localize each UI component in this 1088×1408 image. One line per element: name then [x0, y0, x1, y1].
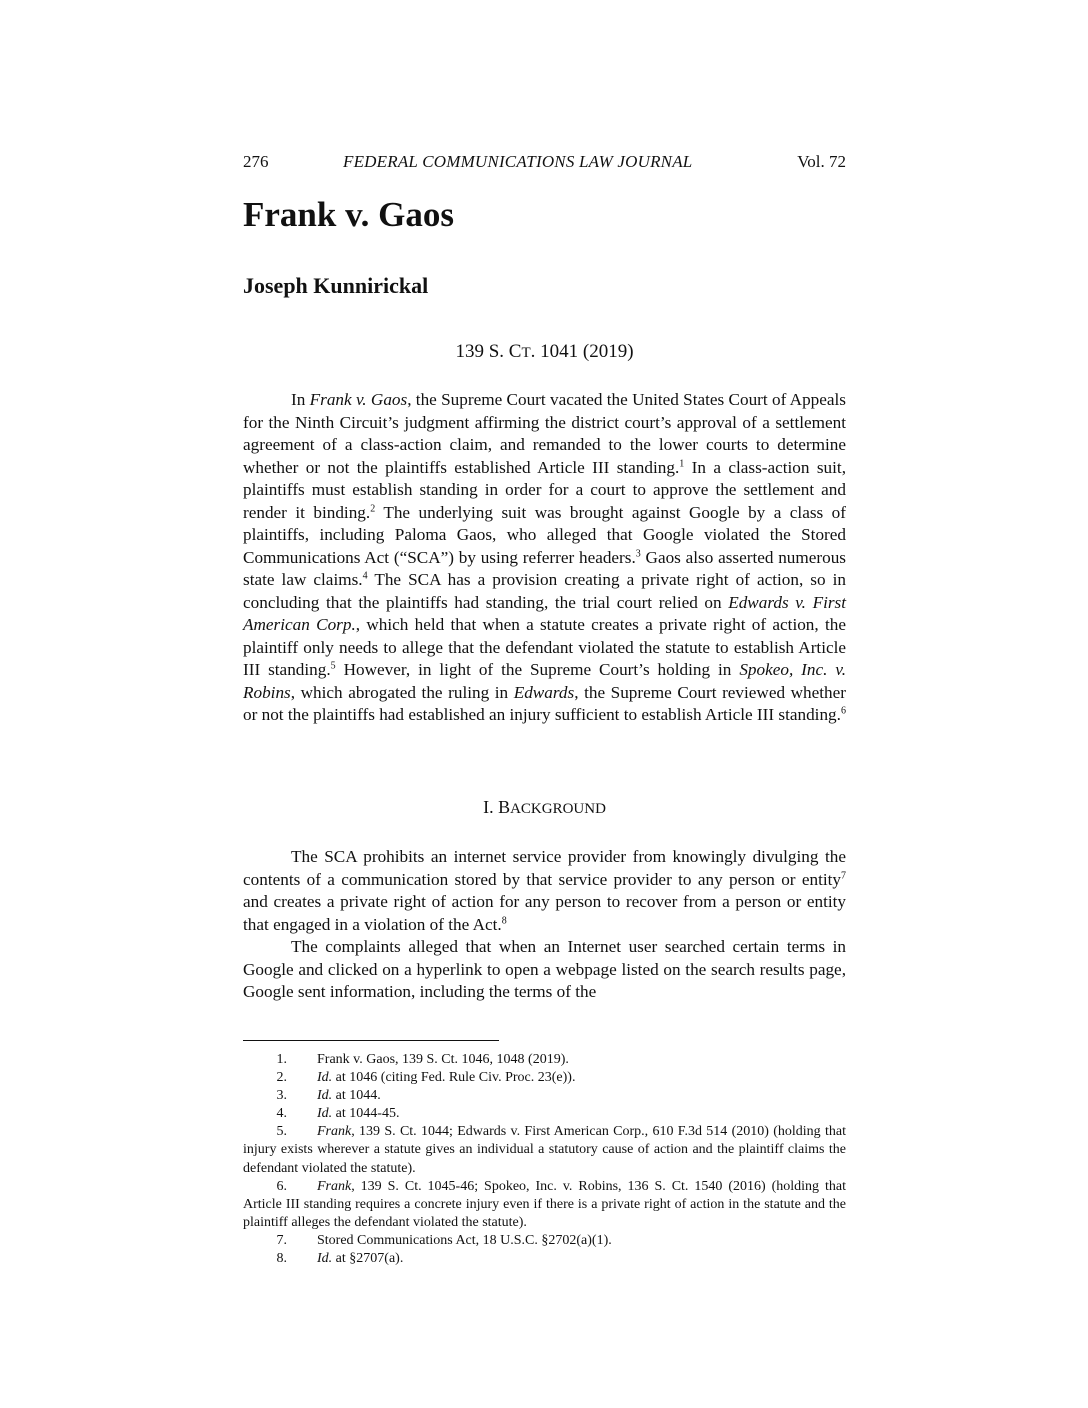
footnote-ref[interactable]: 4 [362, 570, 368, 582]
footnote: 1. Frank v. Gaos, 139 S. Ct. 1046, 1048 (2019). [276, 1052, 569, 1067]
journal-name: FEDERAL COMMUNICATIONS LAW JOURNAL [343, 152, 693, 171]
footnote-ref[interactable]: 1 [679, 457, 685, 469]
case-name: Edwards [513, 682, 575, 702]
footnote-ref[interactable]: 5 [330, 660, 336, 672]
footnotes [243, 1051, 846, 1268]
footnote: 2. Id. at 1046 (citing Fed. Rule Civ. Proc. 23(e)). [276, 1070, 576, 1086]
paragraph-background-2: The complaints alleged that when an Internet user searched certain terms in Google and clicked on a hyperlink to open a webpage listed on the search results page, Google sent information, including the terms of the [243, 937, 846, 1001]
case-name: Frank v. Gaos [309, 390, 408, 409]
footnote-divider [243, 1040, 499, 1041]
footnote-ref[interactable]: 3 [635, 547, 641, 559]
paragraph-background-1: The SCA prohibits an internet service provider from knowingly divulging the contents of a communication stored by that service provider to any person or entity$^7$ and creates a private right of action for any person to recover from a person or entity that engaged in a violation of the Act.$^8$ [243, 847, 846, 934]
paragraph-intro: In Frank v. Gaos, the Supreme Court vacated the United States Court of Appeals for the Ninth Circuit’s judgment affirming the district court’s approval of a settlement agreement of a class-action claim, and remanded to the lower courts to determine whether or not the plaintiffs established Article III standing.$^1$ In a class-action suit, plaintiffs must establish standing in order for a court to approve the settlement and render it binding.$^2$ The underlying suit was brought against Google by a class of plaintiffs, including Paloma Gaos, who alleged that Google violated the Stored Communications Act (“SCA”) by using referrer headers.$^3$ Gaos also asserted numerous state law claims.$^4$ The SCA has a provision creating a private right of action, so in concluding that the plaintiffs had standing, the trial court relied on Edwards v. First American Corp., which held that when a statute creates a private right of action, the plaintiff only needs to allege that the defendant violated the statute to establish Article III standing.$^5$ However, in light of the Supreme Court’s holding in Spokeo, Inc. v. Robins, which abrogated the ruling in Edwards, the Supreme Court reviewed whether or not the plaintiffs had established an injury sufficient to establish Article III standing.$^6$ [243, 390, 847, 724]
footnote-ref[interactable]: 2 [370, 502, 376, 514]
footnote: 7. Stored Communications Act, 18 U.S.C. §2702(a)(1). [276, 1232, 612, 1248]
case-name: Spokeo, Inc. v. Robins [243, 660, 846, 702]
page-number: 276 [243, 152, 269, 171]
article-title: Frank v. Gaos [243, 195, 455, 234]
citation-part: 139 S. C [455, 341, 522, 362]
case-name: Edwards v. First American Corp. [243, 592, 846, 634]
footnote: 6. Frank, 139 S. Ct. 1045-46; Spokeo, Inc. v. Robins, 136 S. Ct. 1540 (2016) (holding that Article III standing requires a concrete injury even if there is a private right of action in the statute and the plaintiff alleges the defendant violated the statute). [243, 1178, 846, 1230]
footnote-ref[interactable]: 7 [841, 869, 846, 881]
footnote: 5. Frank, 139 S. Ct. 1044; Edwards v. First American Corp., 610 F.3d 514 (2010) (holding that injury exists wherever a statute gives an individual a statutory cause of action and the plaintiff claims the defendant violated the statute). [243, 1124, 846, 1176]
section-heading: I. BACKGROUND [483, 797, 606, 817]
footnote: 8. Id. at §2707(a). [276, 1251, 404, 1267]
citation-smallcaps: T [521, 345, 531, 361]
running-head [243, 151, 846, 173]
footnote-ref[interactable]: 8 [501, 914, 507, 926]
case-citation [243, 339, 846, 366]
volume-number: Vol. 72 [797, 152, 846, 171]
citation-part: . 1041 (2019) [530, 341, 634, 362]
footnote: 4. Id. at 1044-45. [276, 1106, 400, 1122]
footnote: 3. Id. at 1044. [276, 1088, 381, 1104]
footnote-ref[interactable]: 6 [840, 705, 846, 717]
author-name: Joseph Kunnirickal [243, 273, 429, 298]
